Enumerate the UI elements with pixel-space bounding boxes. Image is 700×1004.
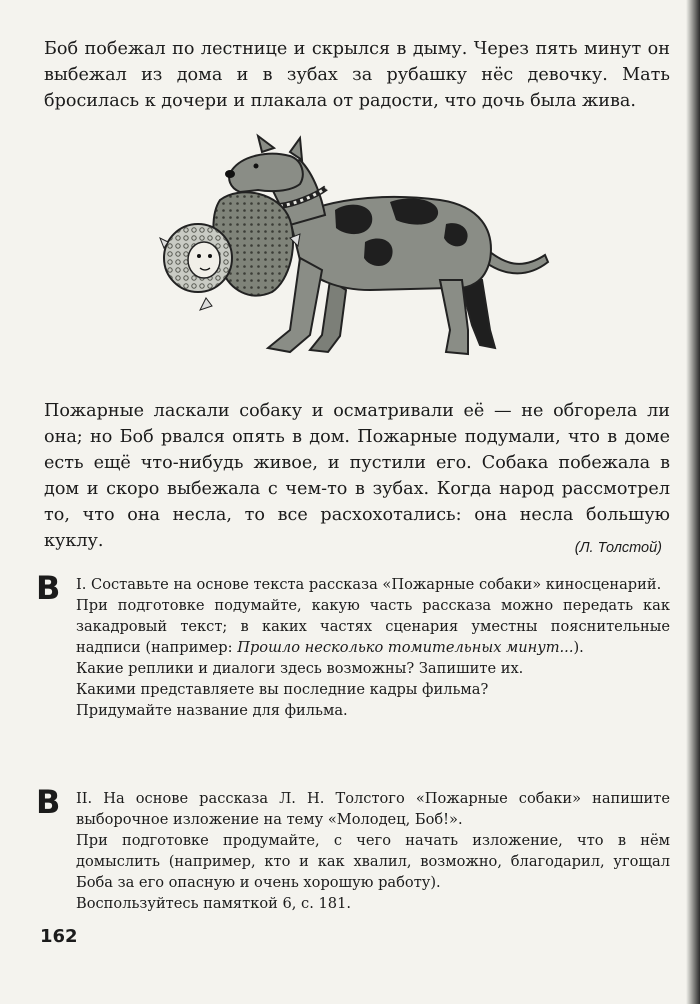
page-binding-edge bbox=[686, 0, 700, 1004]
story-paragraph-1: Боб побежал по лестнице и скрылся в дыму. Через пять минут он выбежал из дома и в зубах за рубашку нёс девочку. Мать бросилась к дочери и плакала от радости, что дочь была жива. bbox=[44, 39, 670, 111]
story-paragraph-2: Пожарные ласкали собаку и осматривали её — не обгорела ли она; но Боб рвался опять в дом. Пожарные подумали, что в доме есть ещё что-нибудь живое, и пустили его. Собака побежала в дом и скоро выбежала с чем-то в зубах. Когда народ рассмотрел то, что она несла, то все расхохотались: она несла большую куклу. bbox=[44, 401, 670, 551]
story-author: (Л. Толстой) bbox=[574, 540, 662, 556]
task-1-prep-example: Прошло несколько томительных минут... bbox=[237, 639, 574, 656]
task-1-question-3: Придумайте название для фильма. bbox=[76, 702, 348, 719]
task-2-badge: B bbox=[36, 783, 58, 821]
task-1-question-2: Какими представляете вы последние кадры фильма? bbox=[76, 681, 489, 698]
task-1-badge: B bbox=[36, 569, 58, 607]
task-1-prep-end: ). bbox=[573, 639, 584, 656]
task-2 bbox=[36, 783, 670, 914]
task-1-prep bbox=[36, 595, 670, 658]
task-2-heading: II. На основе рассказа Л. Н. Толстого «Пожарные собаки» напишите выборочное изложение на тему «Молодец, Боб!». bbox=[76, 790, 670, 828]
task-1-question-1: Какие реплики и диалоги здесь возможны? Запишите их. bbox=[76, 660, 524, 677]
task-1-heading: I. Составьте на основе текста рассказа «Пожарные собаки» киносценарий. bbox=[76, 576, 662, 593]
task-1-prep-start: При подготовке подумайте, какую часть рассказа можно передать как закадровый текст; в каких частях сценария уместны пояснительные надписи (например: bbox=[76, 597, 670, 656]
page-number: 162 bbox=[40, 926, 78, 947]
task-2-memo: Воспользуйтесь памяткой 6, с. 181. bbox=[76, 895, 351, 912]
task-2-prep: При подготовке продумайте, с чего начать изложение, что в нём домыслить (например, кто и как хвалил, возможно, благодарил, угощал Боба за его опасную и очень хорошую работу). bbox=[76, 832, 670, 891]
dog-with-doll-illustration bbox=[150, 130, 560, 370]
task-1 bbox=[36, 569, 670, 721]
